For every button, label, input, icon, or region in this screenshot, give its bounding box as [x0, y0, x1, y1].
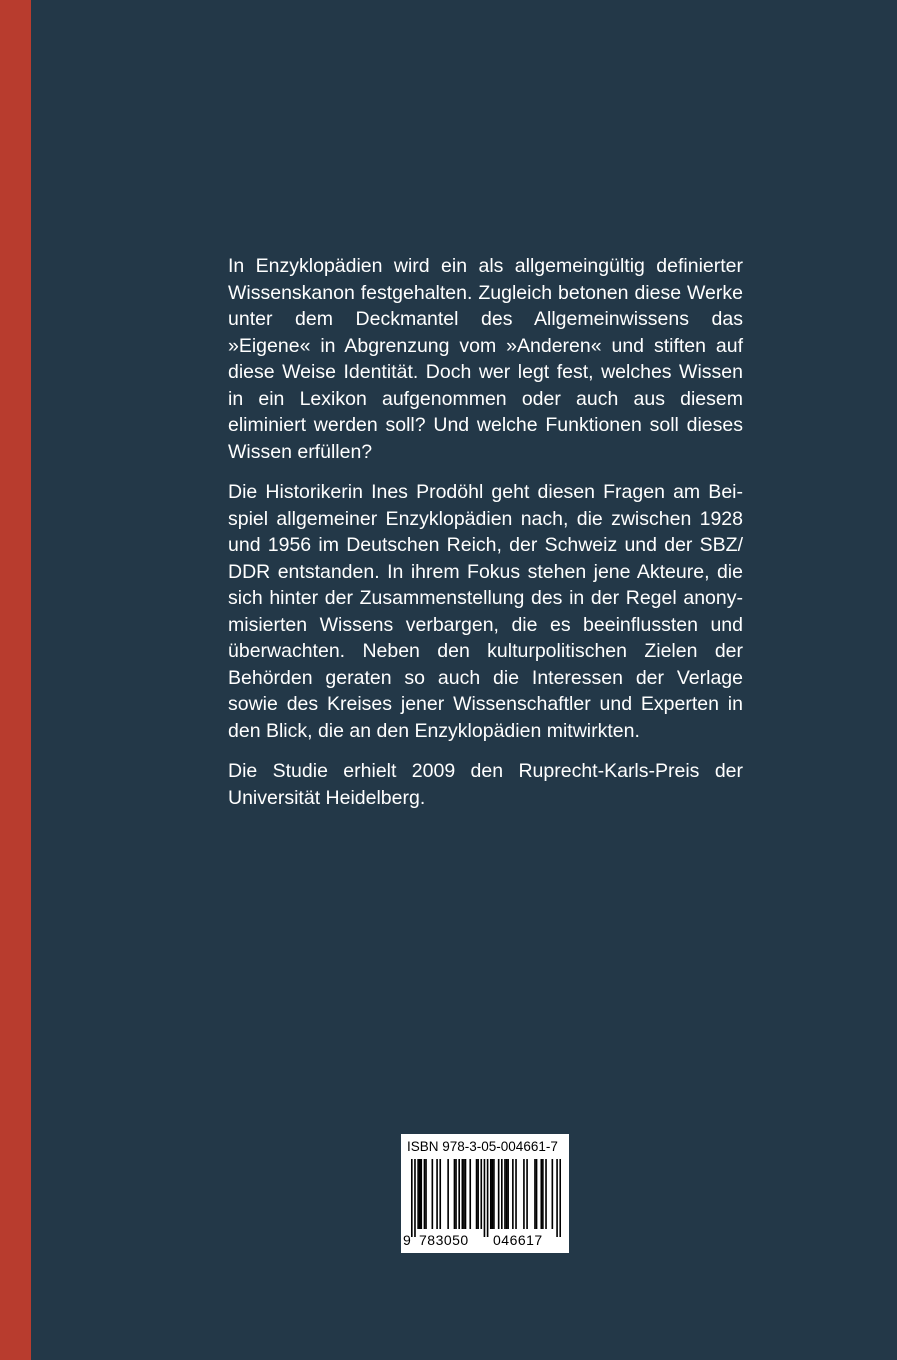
- barcode-guard-bar: [556, 1159, 558, 1237]
- isbn-barcode: [401, 1134, 569, 1253]
- barcode-bar: [463, 1159, 465, 1229]
- barcode-bar: [420, 1159, 422, 1229]
- barcode-bar: [465, 1159, 467, 1229]
- barcode-bar: [462, 1159, 464, 1229]
- barcode-bar: [536, 1159, 538, 1229]
- barcode-bar: [523, 1159, 525, 1229]
- barcode-bar: [476, 1159, 478, 1229]
- barcode-bar: [504, 1159, 506, 1229]
- barcode-guard-bar: [411, 1159, 413, 1237]
- barcode-bar: [419, 1159, 421, 1229]
- barcode-guard-bar: [414, 1159, 416, 1237]
- barcode-bar: [498, 1159, 500, 1229]
- barcode-bar: [458, 1159, 460, 1229]
- blurb-paragraph: Die Historikerin Ines Prodöhl geht diesen Fragen am Beispiel allgemeiner Enzyklopädien nach, die zwischen 1928 und 1956 im Deutschen Reich, der Schweiz und der SBZ/​DDR entstanden. In ihrem Fokus stehen jene Akteure, die sich hinter der Zusammenstellung des in der Regel anonymisierten Wissens verbargen, die es beeinflussten und überwachten. Neben den kulturpolitischen Zielen der Behörden geraten so auch die Interessen der Verlage sowie des Kreises jener Wissenschaftler und Experten in den Blick, die an den Enzyklopädien mitwirkten.: [228, 481, 743, 742]
- barcode-bar: [454, 1159, 456, 1229]
- blurb-paragraph: Die Studie erhielt 2009 den Ruprecht-Karls-Preis der Universität Heidelberg.: [228, 760, 743, 809]
- barcode-bar: [552, 1159, 554, 1229]
- barcode-guard-bar: [559, 1159, 561, 1237]
- barcode-bar: [447, 1159, 449, 1229]
- back-cover-blurb: [228, 253, 743, 825]
- barcode-bar: [493, 1159, 495, 1229]
- barcode-bars: [411, 1159, 561, 1237]
- barcode-digits-left: 783050: [419, 1232, 469, 1248]
- barcode-bar: [480, 1159, 482, 1229]
- barcode-bar: [542, 1159, 544, 1229]
- barcode-bar: [512, 1159, 514, 1229]
- barcode-bar: [425, 1159, 427, 1229]
- barcode-bar: [506, 1159, 508, 1229]
- barcode-bar: [490, 1159, 492, 1229]
- barcode-bar: [515, 1159, 517, 1229]
- barcode-bar: [436, 1159, 438, 1229]
- spine-stripe: [0, 0, 31, 1360]
- barcode-bar: [417, 1159, 419, 1229]
- barcode-bar: [501, 1159, 503, 1229]
- isbn-label: ISBN 978-3-05-004661-7: [407, 1139, 558, 1154]
- barcode-bar: [545, 1159, 547, 1229]
- barcode-bar: [540, 1159, 542, 1229]
- barcode-guard-bar: [487, 1159, 489, 1237]
- barcode-bar: [432, 1159, 434, 1229]
- barcode-bar: [507, 1159, 509, 1229]
- barcode-bar: [439, 1159, 441, 1229]
- blurb-paragraph: In Enzyklopädien wird ein als allgemeingültig definierter Wissenskanon festgehalten. Zugleich betonen diese Werke unter dem Deckmantel des Allgemeinwissens das »Eigene« in Abgrenzung vom »Anderen« und stiften auf diese Weise Identität. Doch wer legt fest, welches Wissen in ein Lexikon aufgenommen oder auch aus diesem eliminiert werden soll? Und welche Funktionen soll dieses Wissen erfüllen?: [228, 255, 743, 463]
- barcode-digits-right: 046617: [493, 1232, 543, 1248]
- barcode-bar: [526, 1159, 528, 1229]
- barcode-bar: [424, 1159, 426, 1229]
- barcode-bar: [477, 1159, 479, 1229]
- barcode-bar: [534, 1159, 536, 1229]
- barcode-guard-bar: [484, 1159, 486, 1237]
- barcode-bar: [469, 1159, 471, 1229]
- barcode-bar: [455, 1159, 457, 1229]
- barcode-bar: [492, 1159, 494, 1229]
- barcode-digit-lead: 9: [403, 1232, 412, 1248]
